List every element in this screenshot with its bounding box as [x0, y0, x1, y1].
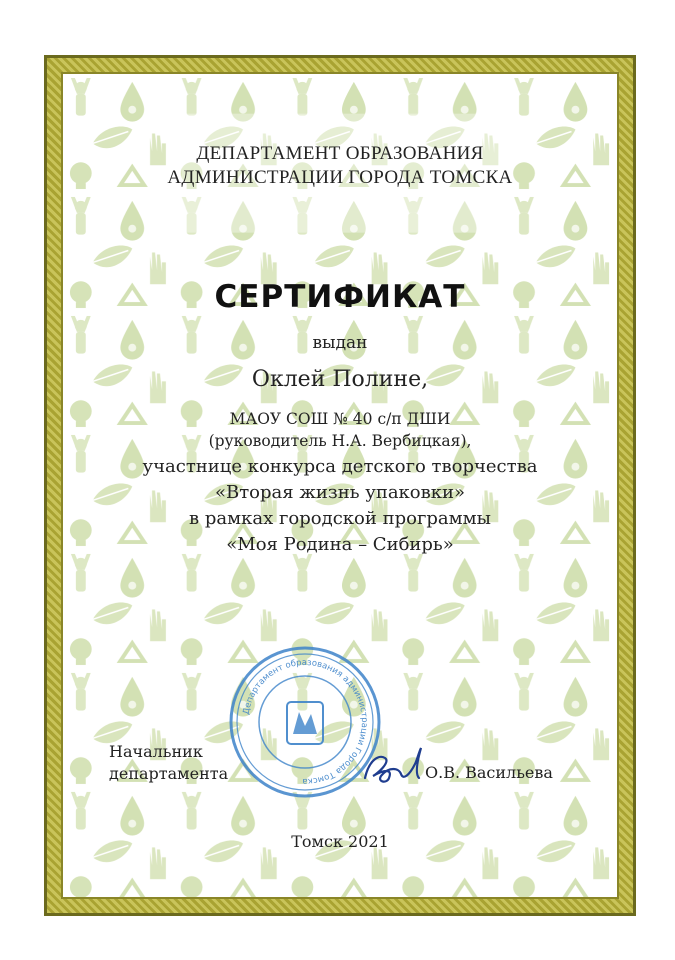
signatory-position [109, 741, 228, 785]
award-description [63, 454, 617, 558]
position-line-1: Начальник [109, 742, 203, 761]
certificate-title: СЕРТИФИКАТ [214, 279, 466, 315]
signatory-name: О.В. Васильева [425, 763, 553, 782]
description-line-3: в рамках городской программы [189, 508, 491, 529]
department-line-2: АДМИНИСТРАЦИИ ГОРОДА ТОМСКА [167, 167, 513, 188]
stamp-text: Департамент образования администрации Города Томска [241, 657, 370, 787]
recipient-name: Оклей Полине, [251, 367, 429, 392]
description-line-4: «Моя Родина – Сибирь» [226, 534, 454, 555]
certificate-paper [61, 72, 619, 899]
issued-label: выдан [312, 333, 368, 353]
certificate-frame [44, 55, 636, 916]
description-line-2: «Вторая жизнь упаковки» [214, 482, 466, 503]
department-header [63, 142, 617, 190]
school-line-1: МАОУ СОШ № 40 с/п ДШИ [229, 410, 451, 428]
school-line-2: (руководитель Н.А. Вербицкая), [208, 432, 472, 450]
school-info [63, 408, 617, 452]
city-year: Томск 2021 [291, 832, 389, 851]
svg-text:Департамент образования админи [241, 658, 369, 786]
position-line-2: департамента [109, 764, 229, 783]
description-line-1: участнице конкурса детского творчества [142, 456, 538, 477]
department-line-1: ДЕПАРТАМЕНТ ОБРАЗОВАНИЯ [196, 143, 484, 164]
